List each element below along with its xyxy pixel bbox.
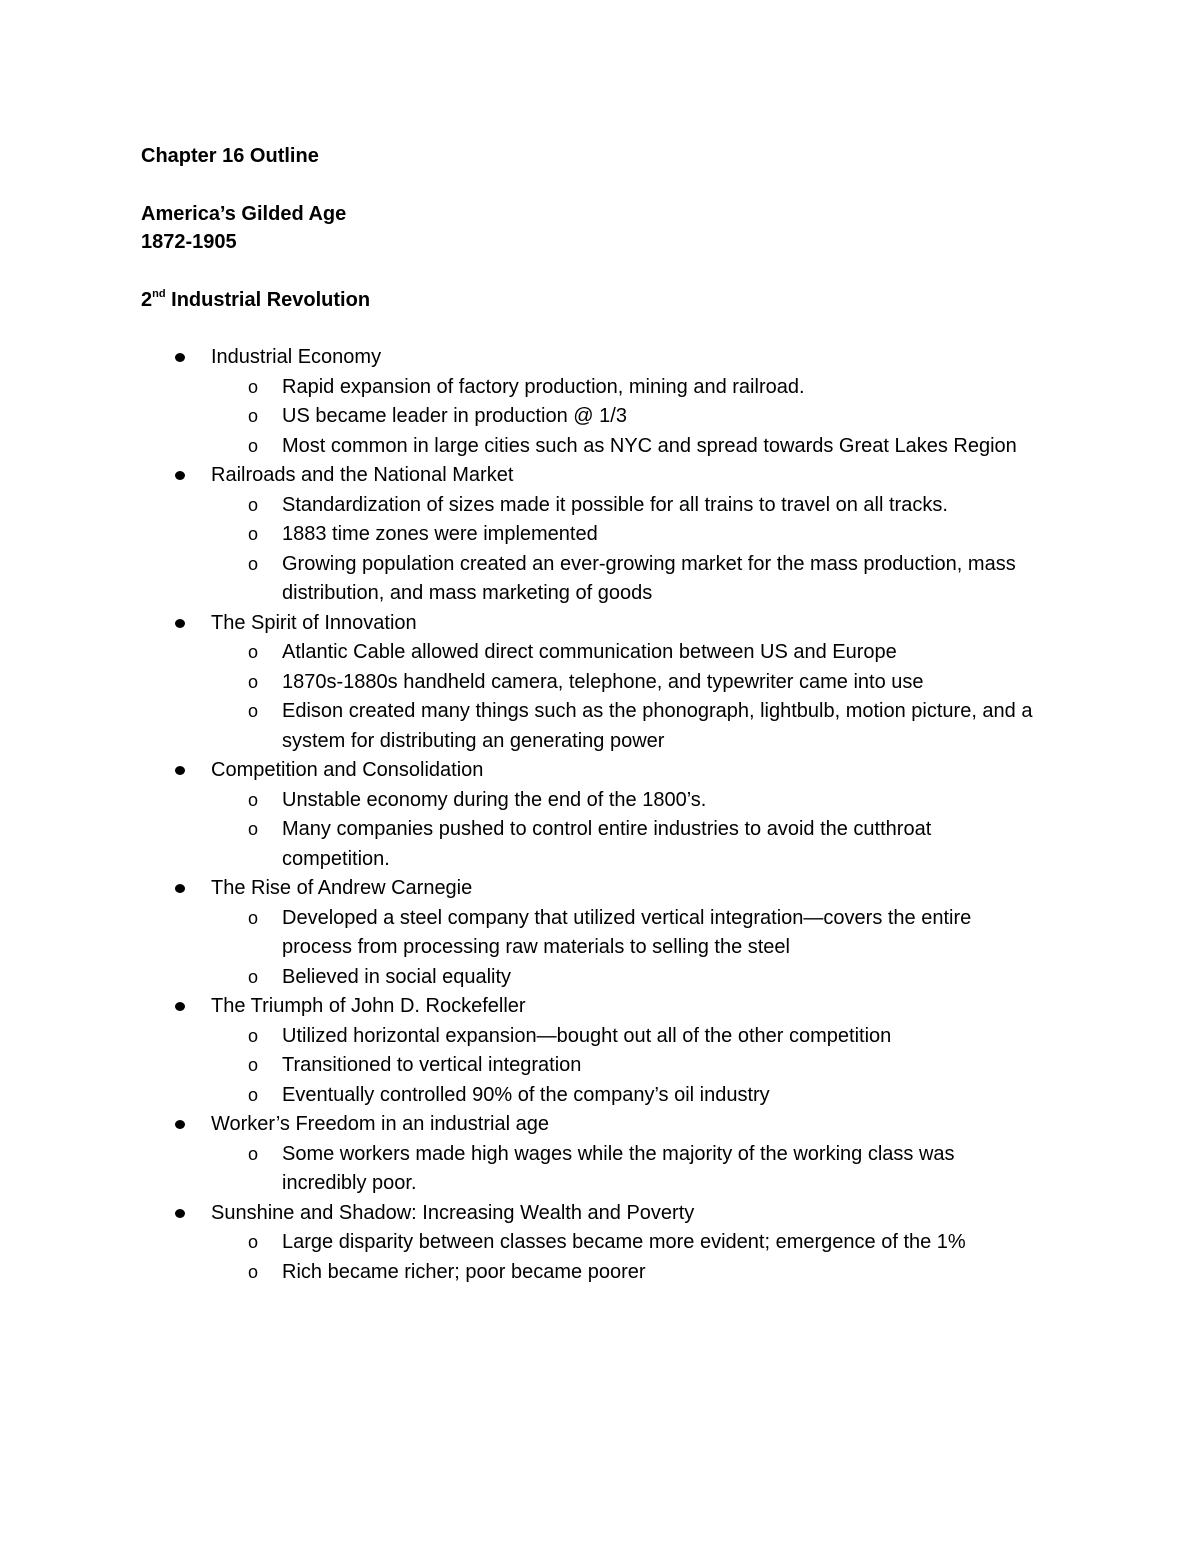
outline-topic xyxy=(0,343,1200,461)
topic-row xyxy=(0,756,1200,786)
subpoint-text: Most common in large cities such as NYC and spread towards Great Lakes Region xyxy=(282,434,1017,457)
outline-topic xyxy=(0,1199,1200,1288)
section-ordinal-suffix: nd xyxy=(152,288,166,301)
subpoint-item xyxy=(0,963,1042,993)
hollow-circle-bullet-icon: o xyxy=(248,435,259,456)
topic-label: Sunshine and Shadow: Increasing Wealth and Poverty xyxy=(211,1201,695,1224)
subpoint-text: Eventually controlled 90% of the company’s oil industry xyxy=(282,1083,770,1106)
subpoint-item xyxy=(0,1081,1042,1111)
topic-label: The Rise of Andrew Carnegie xyxy=(211,877,473,899)
section-title: Industrial Revolution xyxy=(165,289,371,311)
subpoint-text: Unstable economy during the end of the 1800’s. xyxy=(282,788,707,811)
subpoint-item xyxy=(0,550,1042,609)
hollow-circle-bullet-icon: o xyxy=(248,553,259,574)
hollow-circle-bullet-icon: o xyxy=(248,642,259,662)
subpoint-text: Developed a steel company that utilized vertical integration—covers the entire process from processing raw materials to selling the steel xyxy=(282,906,972,958)
outline-topic xyxy=(0,874,1200,992)
subpoint-item xyxy=(0,491,1042,521)
hollow-circle-bullet-icon: o xyxy=(248,1025,259,1046)
subpoint-text: US became leader in production @ 1/3 xyxy=(282,405,627,427)
subpoint-text: Edison created many things such as the phonograph, lightbulb, motion picture, and a system for distributing an generating power xyxy=(282,700,1033,752)
subpoint-list xyxy=(0,491,1200,609)
subpoint-text: Atlantic Cable allowed direct communication between US and Europe xyxy=(282,641,897,663)
bullet-dot-icon xyxy=(175,766,185,775)
outline-topic xyxy=(0,461,1200,609)
hollow-circle-bullet-icon: o xyxy=(248,376,259,397)
subpoint-item xyxy=(0,668,1042,698)
subpoint-item xyxy=(0,432,1042,462)
topic-label: Worker’s Freedom in an industrial age xyxy=(211,1113,549,1135)
outline-list xyxy=(0,343,1200,1287)
subpoint-list xyxy=(0,638,1200,756)
outline-topic xyxy=(0,609,1200,757)
subpoint-list xyxy=(0,1140,1200,1199)
topic-row xyxy=(0,992,1200,1022)
subpoint-list xyxy=(0,1022,1200,1111)
hollow-circle-bullet-icon: o xyxy=(248,1232,259,1252)
hollow-circle-bullet-icon: o xyxy=(248,819,259,839)
subpoint-text: Rapid expansion of factory production, mining and railroad. xyxy=(282,375,805,398)
hollow-circle-bullet-icon: o xyxy=(248,524,259,544)
hollow-circle-bullet-icon: o xyxy=(248,406,259,426)
subpoint-list xyxy=(0,373,1200,462)
subpoint-item xyxy=(0,520,1042,550)
hollow-circle-bullet-icon: o xyxy=(248,966,259,987)
outline-topic xyxy=(0,1110,1200,1199)
subpoint-text: Large disparity between classes became more evident; emergence of the 1% xyxy=(282,1231,966,1253)
subpoint-text: 1870s-1880s handheld camera, telephone, and typewriter came into use xyxy=(282,670,924,693)
bullet-dot-icon xyxy=(175,353,185,362)
subpoint-list xyxy=(0,786,1200,875)
document-title: Chapter 16 Outline xyxy=(141,145,319,167)
subpoint-item xyxy=(0,786,1042,816)
topic-label: Railroads and the National Market xyxy=(211,464,514,486)
subpoint-list xyxy=(0,1228,1200,1287)
bullet-dot-icon xyxy=(175,1002,185,1011)
subpoint-list xyxy=(0,904,1200,993)
topic-row xyxy=(0,609,1200,639)
subpoint-text: Utilized horizontal expansion—bought out all of the other competition xyxy=(282,1024,892,1047)
outline-topic xyxy=(0,756,1200,874)
topic-row xyxy=(0,874,1200,904)
subpoint-text: Transitioned to vertical integration xyxy=(282,1054,582,1076)
subpoint-text: Believed in social equality xyxy=(282,965,512,988)
outline-topic xyxy=(0,992,1200,1110)
subpoint-text: Rich became richer; poor became poorer xyxy=(282,1260,646,1283)
subpoint-item xyxy=(0,1258,1042,1288)
subpoint-item xyxy=(0,1228,1042,1258)
section-heading xyxy=(141,288,370,312)
subpoint-item xyxy=(0,638,1042,668)
bullet-dot-icon xyxy=(175,1120,185,1129)
document-years: 1872-1905 xyxy=(141,231,237,253)
subpoint-item xyxy=(0,1022,1042,1052)
subpoint-item xyxy=(0,1140,1042,1199)
hollow-circle-bullet-icon: o xyxy=(248,1261,259,1282)
topic-label: The Triumph of John D. Rockefeller xyxy=(211,995,526,1017)
topic-row xyxy=(0,1110,1200,1140)
bullet-dot-icon xyxy=(175,619,185,628)
subpoint-text: 1883 time zones were implemented xyxy=(282,523,598,545)
subpoint-text: Many companies pushed to control entire industries to avoid the cutthroat competition. xyxy=(282,818,932,870)
section-number: 2 xyxy=(141,289,153,311)
bullet-dot-icon xyxy=(175,1209,185,1218)
document-subtitle: America’s Gilded Age xyxy=(141,203,347,225)
hollow-circle-bullet-icon: o xyxy=(248,494,259,515)
subpoint-text: Some workers made high wages while the majority of the working class was incredibly poor. xyxy=(282,1142,955,1194)
topic-label: Competition and Consolidation xyxy=(211,759,484,781)
hollow-circle-bullet-icon: o xyxy=(248,1143,259,1164)
topic-row xyxy=(0,461,1200,491)
topic-row xyxy=(0,343,1200,373)
hollow-circle-bullet-icon: o xyxy=(248,671,259,692)
hollow-circle-bullet-icon: o xyxy=(248,1055,259,1075)
topic-label: Industrial Economy xyxy=(211,346,382,368)
subpoint-item xyxy=(0,373,1042,403)
topic-row xyxy=(0,1199,1200,1229)
subpoint-item xyxy=(0,815,1042,874)
subpoint-text: Growing population created an ever-growing market for the mass production, mass distribution, and mass marketing of goods xyxy=(282,552,1016,604)
bullet-dot-icon xyxy=(175,471,185,480)
bullet-dot-icon xyxy=(175,884,185,893)
subpoint-text: Standardization of sizes made it possible for all trains to travel on all tracks. xyxy=(282,493,948,516)
subpoint-item xyxy=(0,904,1042,963)
hollow-circle-bullet-icon: o xyxy=(248,907,259,928)
hollow-circle-bullet-icon: o xyxy=(248,701,259,721)
subpoint-item xyxy=(0,402,1042,432)
hollow-circle-bullet-icon: o xyxy=(248,789,259,810)
subpoint-item xyxy=(0,1051,1042,1081)
topic-label: The Spirit of Innovation xyxy=(211,611,417,634)
subpoint-item xyxy=(0,697,1042,756)
hollow-circle-bullet-icon: o xyxy=(248,1084,259,1105)
